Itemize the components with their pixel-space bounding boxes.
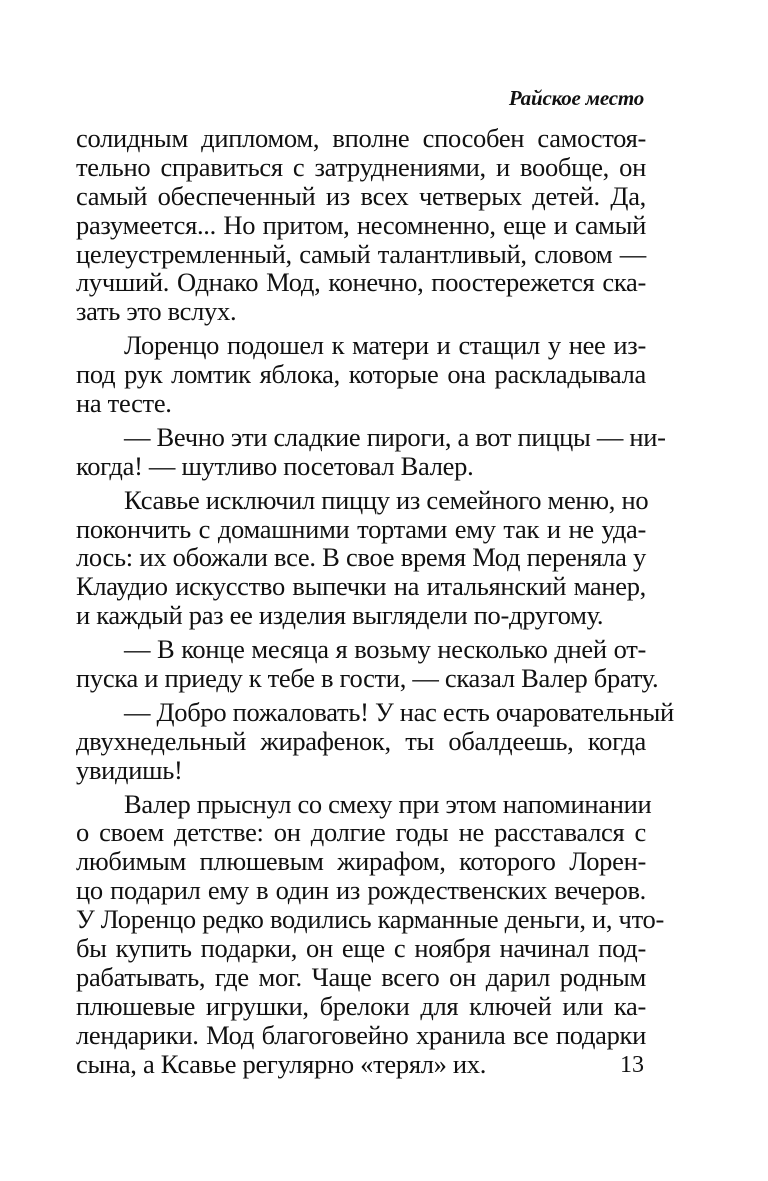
text-line: любимым плюшевым жирафом, которого Лорен-	[76, 846, 646, 877]
text-line: целеустремленный, самый талантливый, словом —	[76, 238, 646, 269]
text-line: Клаудио искусство выпечки на итальянский манер,	[76, 571, 646, 602]
page-number: 13	[620, 1052, 644, 1078]
paragraph	[76, 331, 646, 418]
paragraph	[76, 484, 649, 631]
paragraph	[76, 696, 674, 785]
text-line: под рук ломтик яблока, которые она раскладывала	[76, 359, 646, 390]
text-line: разумеется... Но притом, несомненно, еще и самый	[76, 209, 646, 240]
paragraph	[76, 634, 659, 694]
body-text	[76, 123, 674, 1079]
text-line: лось: их обожали все. В свое время Мод переняла у	[76, 542, 646, 573]
text-line: покончить с домашними тортами ему так и не уда-	[76, 513, 646, 544]
text-line: пуска и приеду к тебе в гости, — сказал Валер брату.	[76, 663, 659, 694]
text-line: лучший. Однако Мод, конечно, поостережется ска-	[76, 267, 646, 298]
text-line: Валер прыснул со смеху при этом напоминании	[124, 788, 652, 819]
text-line: У Лоренцо редко водились карманные деньги, и, что-	[76, 904, 664, 935]
paragraph	[76, 124, 646, 326]
text-line: тельно справиться с затруднениями, и вообще, он	[76, 151, 646, 182]
text-line: самый обеспеченный из всех четверых детей. Да,	[76, 180, 646, 211]
text-line: двухнедельный жирафенок, ты обалдеешь, когда	[76, 725, 646, 756]
text-line: увидишь!	[76, 754, 183, 785]
text-line: — Добро пожаловать! У нас есть очаровательный	[124, 696, 674, 727]
text-line: плюшевые игрушки, брелоки для ключей или ка-	[76, 990, 646, 1021]
text-line: сына, а Ксавье регулярно «терял» их.	[76, 1048, 487, 1079]
text-line: — В конце месяца я возьму несколько дней от-	[124, 634, 646, 665]
text-line: и каждый раз ее изделия выглядели по-другому.	[76, 600, 604, 631]
text-line: солидным дипломом, вполне способен самостоя-	[76, 123, 646, 153]
text-line: — Вечно эти сладкие пироги, а вот пиццы — ни-	[124, 421, 666, 452]
text-line: цо подарил ему в один из рождественских вечеров.	[76, 875, 646, 906]
running-title: Райское место	[508, 86, 644, 110]
text-line: о своем детстве: он долгие годы не расставался с	[76, 817, 646, 848]
text-line: Ксавье исключил пиццу из семейного меню, но	[124, 484, 649, 515]
text-line: зать это вслух.	[76, 296, 237, 327]
paragraph	[76, 421, 666, 481]
text-line: бы купить подарки, он еще с ноября начинал под-	[76, 933, 646, 964]
text-line: лендарики. Мод благоговейно хранила все подарки	[76, 1019, 646, 1050]
paragraph	[76, 788, 664, 1079]
text-line: Лоренцо подошел к матери и стащил у нее из-	[124, 330, 646, 361]
text-line: на тесте.	[76, 388, 172, 419]
text-line: когда! — шутливо посетовал Валер.	[76, 450, 474, 481]
text-line: рабатывать, где мог. Чаще всего он дарил родным	[76, 961, 646, 992]
